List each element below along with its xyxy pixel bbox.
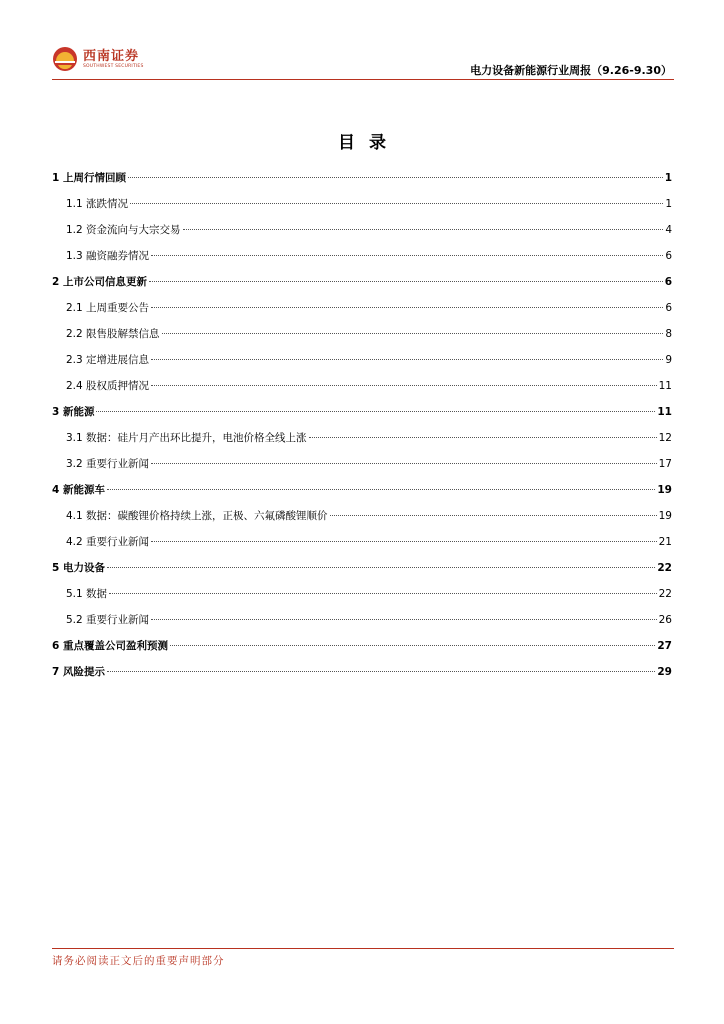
toc-entry-number: 5.1 bbox=[66, 588, 83, 600]
toc-dot-leader bbox=[96, 411, 655, 412]
toc-entry-title: 融资融券情况 bbox=[86, 250, 150, 262]
logo-cn-text: 西南证券 bbox=[83, 48, 140, 64]
company-logo bbox=[52, 42, 144, 76]
toc-entry[interactable] bbox=[52, 404, 672, 430]
toc-entry-number: 2.3 bbox=[66, 354, 83, 366]
toc-entry-page: 12 bbox=[658, 432, 672, 444]
toc-entry-number: 1.1 bbox=[66, 198, 83, 210]
toc-dot-leader bbox=[330, 515, 657, 516]
toc-entry-title: 限售股解禁信息 bbox=[86, 328, 160, 340]
toc-entry-title: 股权质押情况 bbox=[86, 380, 150, 392]
toc-entry-title: 重点覆盖公司盈利预测 bbox=[62, 640, 168, 652]
toc-entry-title: 电力设备 bbox=[62, 562, 105, 574]
toc-entry-page: 11 bbox=[657, 406, 672, 418]
toc-entry[interactable] bbox=[52, 586, 672, 612]
toc-entry[interactable] bbox=[52, 508, 672, 534]
toc-entry[interactable] bbox=[52, 638, 672, 664]
toc-entry-number: 6 bbox=[52, 640, 60, 652]
toc-entry[interactable] bbox=[52, 248, 672, 274]
header-divider bbox=[52, 79, 674, 80]
toc-entry[interactable] bbox=[52, 352, 672, 378]
toc-entry[interactable] bbox=[52, 196, 672, 222]
toc-entry[interactable] bbox=[52, 430, 672, 456]
toc-entry-title: 风险提示 bbox=[62, 666, 105, 678]
toc-entry-page: 11 bbox=[658, 380, 672, 392]
southwest-securities-logo-icon bbox=[52, 46, 78, 72]
toc-dot-leader bbox=[151, 541, 657, 542]
toc-entry-page: 1 bbox=[664, 172, 672, 184]
toc-entry-page: 19 bbox=[657, 484, 672, 496]
toc-entry-page: 6 bbox=[665, 250, 672, 262]
toc-dot-leader bbox=[149, 281, 663, 282]
toc-dot-leader bbox=[183, 229, 664, 230]
toc-entry-title: 重要行业新闻 bbox=[86, 536, 150, 548]
toc-entry[interactable] bbox=[52, 326, 672, 352]
toc-entry[interactable] bbox=[52, 482, 672, 508]
toc-entry-title: 资金流向与大宗交易 bbox=[86, 224, 181, 236]
toc-entry-page: 22 bbox=[658, 588, 672, 600]
toc-entry-page: 9 bbox=[665, 354, 672, 366]
toc-dot-leader bbox=[151, 463, 657, 464]
toc-dot-leader bbox=[107, 567, 655, 568]
toc-entry-number: 3 bbox=[52, 406, 60, 418]
toc-entry-title: 数据：碳酸锂价格持续上涨，正极、六氟磷酸锂顺价 bbox=[86, 510, 328, 522]
toc-dot-leader bbox=[170, 645, 655, 646]
toc-entry-number: 1 bbox=[52, 172, 60, 184]
toc-dot-leader bbox=[151, 307, 663, 308]
toc-dot-leader bbox=[151, 619, 657, 620]
toc-entry-title: 数据：硅片月产出环比提升，电池价格全线上涨 bbox=[86, 432, 307, 444]
toc-entry[interactable] bbox=[52, 274, 672, 300]
toc-entry-number: 3.2 bbox=[66, 458, 83, 470]
toc-dot-leader bbox=[309, 437, 657, 438]
toc-entry-title: 上周行情回顾 bbox=[62, 172, 126, 184]
toc-entry-number: 5.2 bbox=[66, 614, 83, 626]
toc-dot-leader bbox=[107, 671, 655, 672]
footer-disclaimer: 请务必阅读正文后的重要声明部分 bbox=[52, 955, 225, 967]
toc-entry-page: 29 bbox=[657, 666, 672, 678]
toc-entry[interactable] bbox=[52, 534, 672, 560]
toc-entry-number: 2.2 bbox=[66, 328, 83, 340]
toc-entry-number: 1.2 bbox=[66, 224, 83, 236]
toc-dot-leader bbox=[151, 359, 663, 360]
toc-entry-page: 22 bbox=[657, 562, 672, 574]
toc-entry[interactable] bbox=[52, 612, 672, 638]
toc-entry[interactable] bbox=[52, 300, 672, 326]
toc-heading: 目录 bbox=[338, 133, 400, 153]
logo-en-text: SOUTHWEST SECURITIES bbox=[83, 63, 144, 69]
toc-entry-page: 6 bbox=[664, 276, 672, 288]
toc-dot-leader bbox=[151, 255, 663, 256]
page-header bbox=[0, 0, 724, 82]
toc-entry-page: 17 bbox=[658, 458, 672, 470]
toc-entry-number: 2.4 bbox=[66, 380, 83, 392]
report-title: 电力设备新能源行业周报（9.26-9.30） bbox=[470, 64, 672, 77]
toc-entry-number: 2.1 bbox=[66, 302, 83, 314]
toc-entry-page: 19 bbox=[658, 510, 672, 522]
toc-entry[interactable] bbox=[52, 456, 672, 482]
table-of-contents bbox=[52, 170, 672, 690]
toc-entry-page: 27 bbox=[657, 640, 672, 652]
toc-entry-title: 新能源 bbox=[62, 406, 95, 418]
toc-entry[interactable] bbox=[52, 222, 672, 248]
toc-entry-title: 上市公司信息更新 bbox=[62, 276, 147, 288]
toc-entry-page: 6 bbox=[665, 302, 672, 314]
toc-entry-number: 5 bbox=[52, 562, 60, 574]
toc-entry-number: 4 bbox=[52, 484, 60, 496]
footer-divider bbox=[52, 948, 674, 949]
toc-entry-page: 4 bbox=[665, 224, 672, 236]
toc-entry-number: 3.1 bbox=[66, 432, 83, 444]
toc-entry-number: 4.1 bbox=[66, 510, 83, 522]
toc-entry[interactable] bbox=[52, 664, 672, 690]
toc-entry-number: 7 bbox=[52, 666, 60, 678]
toc-entry-title: 定增进展信息 bbox=[86, 354, 150, 366]
toc-entry-number: 2 bbox=[52, 276, 60, 288]
toc-entry-number: 4.2 bbox=[66, 536, 83, 548]
toc-entry-page: 8 bbox=[665, 328, 672, 340]
toc-entry-page: 26 bbox=[658, 614, 672, 626]
toc-dot-leader bbox=[162, 333, 664, 334]
toc-entry-page: 1 bbox=[665, 198, 672, 210]
toc-entry-title: 重要行业新闻 bbox=[86, 458, 150, 470]
toc-dot-leader bbox=[109, 593, 657, 594]
toc-entry-title: 新能源车 bbox=[62, 484, 105, 496]
toc-entry-title: 数据 bbox=[86, 588, 108, 600]
toc-entry-title: 涨跌情况 bbox=[86, 198, 129, 210]
toc-dot-leader bbox=[151, 385, 657, 386]
toc-entry[interactable] bbox=[52, 378, 672, 404]
toc-entry-number: 1.3 bbox=[66, 250, 83, 262]
toc-entry-title: 上周重要公告 bbox=[86, 302, 150, 314]
toc-dot-leader bbox=[128, 177, 663, 178]
toc-entry[interactable] bbox=[52, 170, 672, 196]
toc-entry-page: 21 bbox=[658, 536, 672, 548]
toc-entry-title: 重要行业新闻 bbox=[86, 614, 150, 626]
toc-dot-leader bbox=[107, 489, 655, 490]
toc-entry[interactable] bbox=[52, 560, 672, 586]
toc-dot-leader bbox=[130, 203, 663, 204]
